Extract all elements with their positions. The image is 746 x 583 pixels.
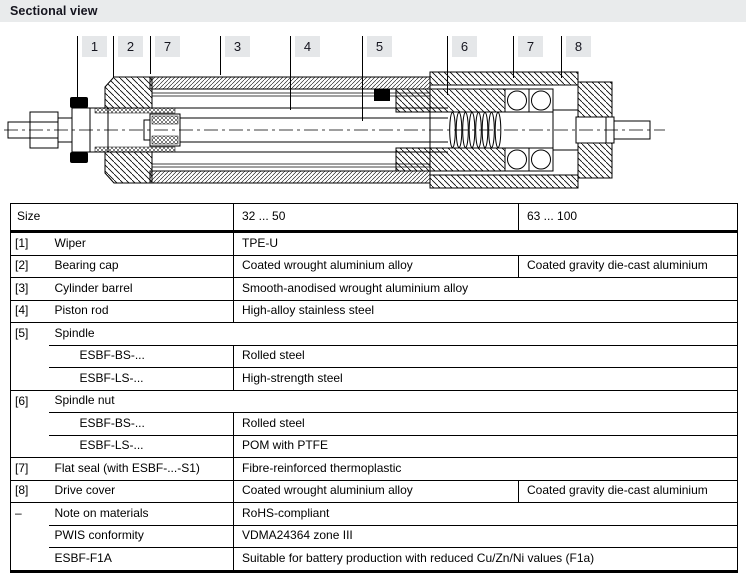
callout-box-5: 5 [367,36,392,57]
label-cell: ESBF-BS-... [49,413,234,436]
value-cell: High-alloy stainless steel [234,300,738,323]
callout-box-4: 4 [295,36,320,57]
label-cell: Spindle nut [49,390,738,413]
table-row-esbf-f1a [11,548,738,572]
table-row-drive-cover [11,480,738,503]
ref-cell-empty [11,413,49,436]
ref-cell: [1] [11,232,49,256]
value-cell: TPE-U [234,232,738,256]
table-row-spindle-nut-bs [11,413,738,436]
table-row-piston-rod [11,300,738,323]
label-cell: Flat seal (with ESBF-...-S1) [49,458,234,481]
callout-box-2: 2 [118,36,143,57]
leader-line-2 [113,36,114,78]
label-cell: Drive cover [49,480,234,503]
table-row-note-on-materials [11,503,738,526]
value-cell: Coated gravity die-cast aluminium [519,480,738,503]
callout-box-1: 1 [82,36,107,57]
leader-line-5 [362,36,363,121]
header-size-32-50: 32 ... 50 [234,204,519,232]
value-cell: Fibre-reinforced thermoplastic [234,458,738,481]
ref-cell-empty [11,345,49,368]
section-title-bar [0,0,746,22]
label-cell: ESBF-BS-... [49,345,234,368]
table-row-bearing-cap [11,255,738,278]
leader-line-7a [150,36,151,74]
label-cell: Spindle [49,323,738,346]
table-row-wiper [11,232,738,256]
section-title: Sectional view [10,4,98,18]
ref-cell: [2] [11,255,49,278]
value-cell: Coated gravity die-cast aluminium [519,255,738,278]
value-cell: Rolled steel [234,413,738,436]
label-cell: Piston rod [49,300,234,323]
label-cell: Note on materials [49,503,234,526]
table-row-spindle-nut-ls [11,435,738,458]
callout-box-7a: 7 [155,36,180,57]
leader-line-7b [513,36,514,78]
value-cell: Coated wrought aluminium alloy [234,480,519,503]
callout-box-7b: 7 [518,36,543,57]
value-cell: Rolled steel [234,345,738,368]
ref-cell-empty [11,548,49,572]
value-cell: POM with PTFE [234,435,738,458]
table-row-spindle-nut [11,390,738,413]
value-cell: VDMA24364 zone III [234,525,738,548]
materials-table [10,203,738,573]
leader-line-8 [561,36,562,78]
ref-cell: – [11,503,49,526]
label-cell: ESBF-LS-... [49,435,234,458]
ref-cell: [6] [11,390,49,413]
ref-cell-empty [11,368,49,391]
value-cell: Coated wrought aluminium alloy [234,255,519,278]
label-cell: ESBF-F1A [49,548,234,572]
value-cell: RoHS-compliant [234,503,738,526]
header-size-63-100: 63 ... 100 [519,204,738,232]
value-cell: High-strength steel [234,368,738,391]
ref-cell: [8] [11,480,49,503]
ref-cell: [7] [11,458,49,481]
table-row-spindle [11,323,738,346]
callout-box-8: 8 [566,36,591,57]
table-row-cylinder-barrel [11,278,738,301]
ref-cell: [3] [11,278,49,301]
value-cell: Suitable for battery production with reduced Cu/Zn/Ni values (F1a) [234,548,738,572]
table-header-row [11,204,738,232]
callout-box-6: 6 [452,36,477,57]
leader-line-3 [220,36,221,75]
label-cell: Bearing cap [49,255,234,278]
ref-cell: [5] [11,323,49,346]
ref-cell: [4] [11,300,49,323]
label-cell: PWIS conformity [49,525,234,548]
label-cell: ESBF-LS-... [49,368,234,391]
value-cell: Smooth-anodised wrought aluminium alloy [234,278,738,301]
callout-box-3: 3 [225,36,250,57]
table-row-flat-seal [11,458,738,481]
table-row-spindle-bs [11,345,738,368]
ref-cell-empty [11,525,49,548]
leader-line-6 [447,36,448,95]
header-size: Size [11,204,234,232]
table-row-pwis-conformity [11,525,738,548]
label-cell: Cylinder barrel [49,278,234,301]
label-cell: Wiper [49,232,234,256]
leader-line-4 [290,36,291,110]
leader-line-1 [77,36,78,100]
table-row-spindle-ls [11,368,738,391]
ref-cell-empty [11,435,49,458]
